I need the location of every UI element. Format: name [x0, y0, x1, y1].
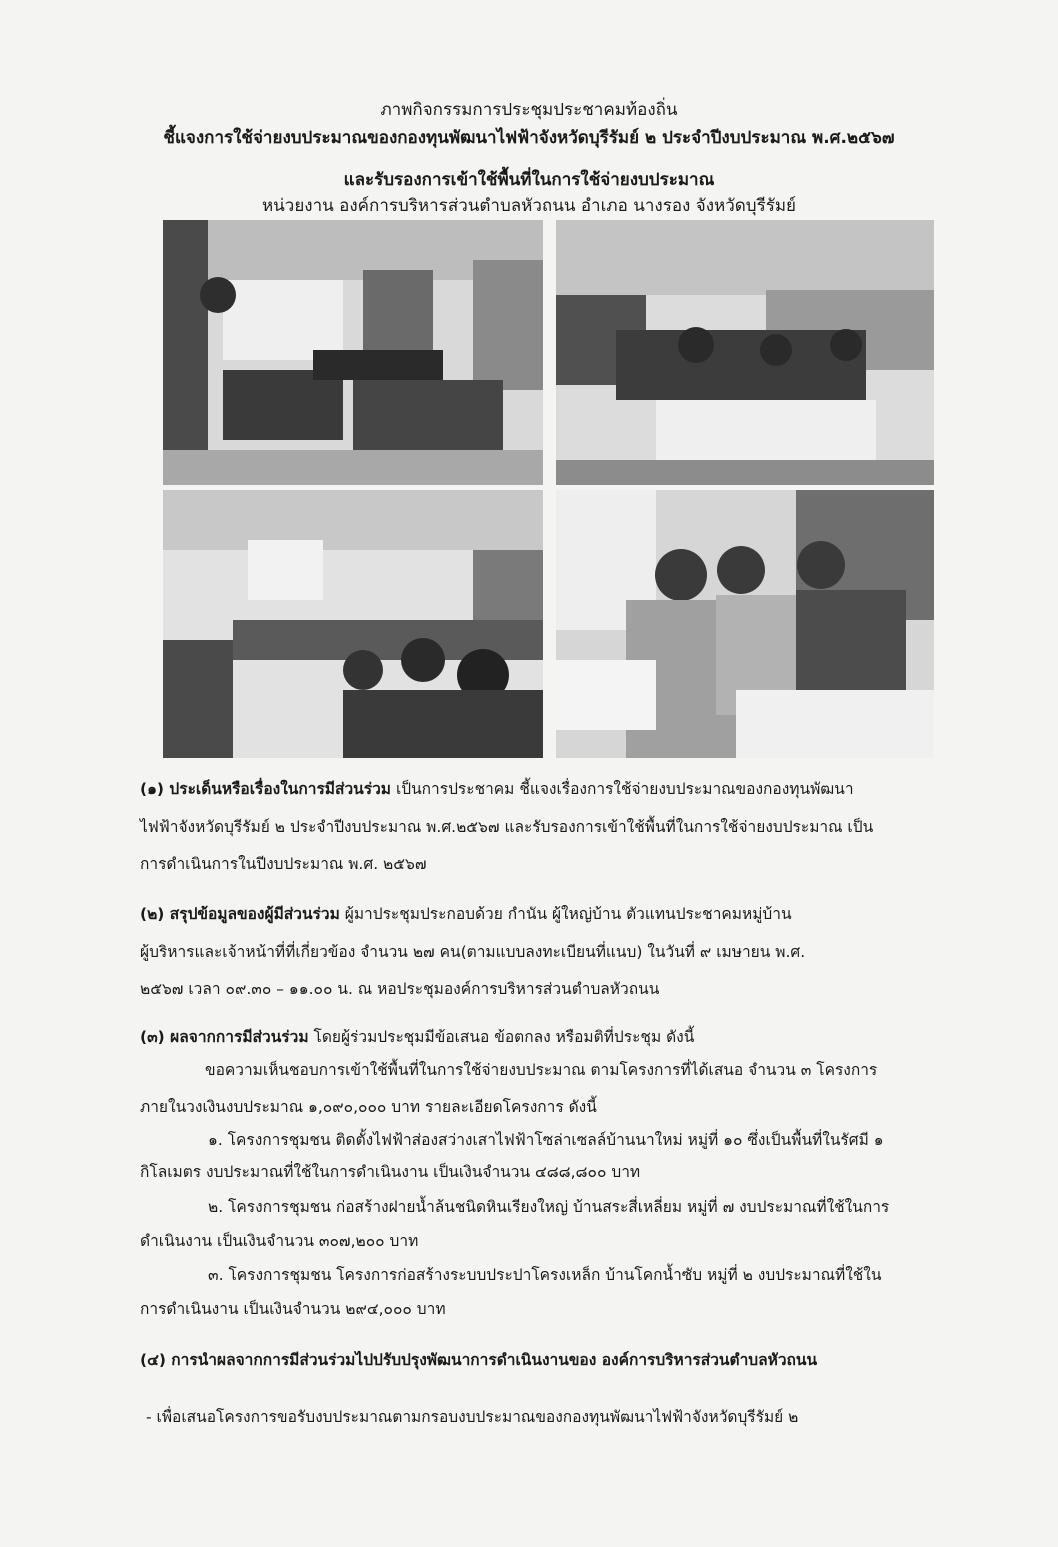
section3-heading: (๓) ผลจากการมีส่วนร่วม: [140, 1028, 309, 1046]
doc-title-line4: หน่วยงาน องค์การบริหารส่วนตำบลหัวถนน อำเภอ นางรอง จังหวัดบุรีรัมย์: [261, 196, 797, 216]
photo-participants-seated: [556, 220, 934, 485]
section3-item2-line1: ๒. โครงการชุมชน ก่อสร้างฝายน้ำล้นชนิดหินเรียงใหญ่ บ้านสระสี่เหลี่ยม หมู่ที่ ๗ งบประมาณที่ใช้ในการ: [208, 1198, 890, 1216]
section1-line2: ไฟฟ้าจังหวัดบุรีรัมย์ ๒ ประจำปีงบประมาณ พ.ศ.๒๕๖๗ และรับรองการเข้าใช้พื้นที่ในการใช้จ่ายงบประมาณ เป็น: [140, 818, 874, 836]
section3-line2: ขอความเห็นชอบการเข้าใช้พื้นที่ในการใช้จ่ายงบประมาณ ตามโครงการที่ได้เสนอ จำนวน ๓ โครงการ: [205, 1061, 878, 1079]
section1-line1: [140, 782, 992, 798]
section3-item3-line1: ๓. โครงการชุมชน โครงการก่อสร้างระบบประปาโครงเหล็ก บ้านโคกน้ำซับ หมู่ที่ ๒ งบประมาณที่ใช้ใน: [208, 1266, 882, 1284]
section4-heading: (๔) การนำผลจากการมีส่วนร่วมไปปรับปรุงพัฒนาการดำเนินงานของ องค์การบริหารส่วนตำบลหัวถนน: [140, 1351, 818, 1369]
section3-line3: ภายในวงเงินงบประมาณ ๑,๐๙๐,๐๐๐ บาท รายละเอียดโครงการ ดังนี้: [140, 1098, 597, 1116]
section1-line3: การดำเนินการในปีงบประมาณ พ.ศ. ๒๕๖๗: [140, 855, 427, 873]
section3-line1: [140, 1030, 992, 1046]
section3-item1-line2: กิโลเมตร งบประมาณที่ใช้ในการดำเนินงาน เป็นเงินจำนวน ๔๘๘,๘๐๐ บาท: [140, 1163, 641, 1181]
section2-line1: [140, 907, 992, 923]
section3-item2-line2: ดำเนินงาน เป็นเงินจำนวน ๓๐๗,๒๐๐ บาท: [140, 1232, 419, 1250]
section2-line1-text: ผู้มาประชุมประกอบด้วย กำนัน ผู้ใหญ่บ้าน ตัวแทนประชาคมหมู่บ้าน: [339, 905, 792, 923]
photo-audience-back-view: [163, 490, 543, 758]
section2-heading: (๒) สรุปข้อมูลของผู้มีส่วนร่วม: [140, 905, 340, 923]
doc-title-line1: ภาพกิจกรรมการประชุมประชาคมท้องถิ่น: [380, 100, 678, 120]
section3-item3-line2: การดำเนินงาน เป็นเงินจำนวน ๒๙๔,๐๐๐ บาท: [140, 1300, 446, 1318]
section3-line1-text: โดยผู้ร่วมประชุมมีข้อเสนอ ข้อตกลง หรือมติที่ประชุม ดังนี้: [308, 1028, 695, 1046]
photo-meeting-room-wide: [163, 220, 543, 485]
section1-heading: (๑) ประเด็นหรือเรื่องในการมีส่วนร่วม: [140, 780, 392, 798]
section2-line2: ผู้บริหารและเจ้าหน้าที่ที่เกี่ยวข้อง จำนวน ๒๗ คน(ตามแบบลงทะเบียนที่แนบ) ในวันที่ ๙ เมษายน พ.ศ.: [140, 943, 806, 961]
photo-participants-discussion: [556, 490, 934, 758]
section2-line3: ๒๕๖๗ เวลา ๐๙.๓๐ – ๑๑.๐๐ น. ณ หอประชุมองค์การบริหารส่วนตำบลหัวถนน: [140, 980, 660, 998]
doc-title-line2: ชี้แจงการใช้จ่ายงบประมาณของกองทุนพัฒนาไฟฟ้าจังหวัดบุรีรัมย์ ๒ ประจำปีงบประมาณ พ.ศ.๒๕๖๗: [163, 128, 895, 148]
section3-item1-line1: ๑. โครงการชุมชน ติดตั้งไฟฟ้าส่องสว่างเสาไฟฟ้าโซล่าเซลล์บ้านนาใหม่ หมู่ที่ ๑๐ ซึ่งเป็นพื้นที่ในรัศมี ๑: [208, 1131, 884, 1149]
doc-title-line3: และรับรองการเข้าใช้พื้นที่ในการใช้จ่ายงบประมาณ: [343, 170, 715, 190]
section1-line1-text: เป็นการประชาคม ชี้แจงเรื่องการใช้จ่ายงบประมาณของกองทุนพัฒนา: [391, 780, 854, 798]
section4-bullet: - เพื่อเสนอโครงการขอรับงบประมาณตามกรอบงบประมาณของกองทุนพัฒนาไฟฟ้าจังหวัดบุรีรัมย์ ๒: [146, 1408, 799, 1426]
